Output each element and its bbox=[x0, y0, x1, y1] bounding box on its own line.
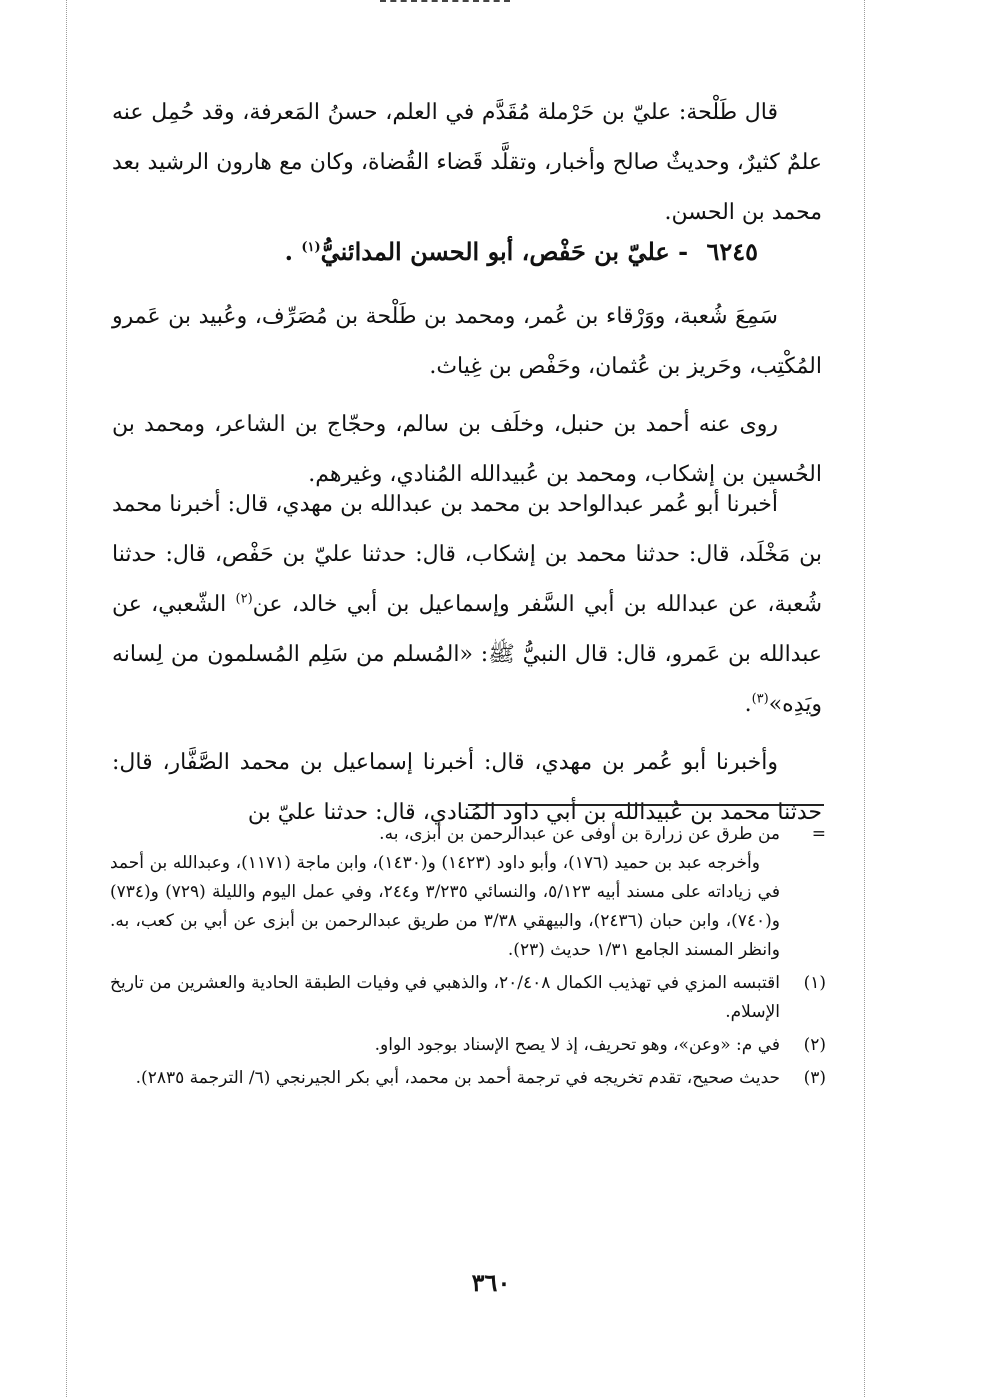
footnote-mark: (٢) bbox=[803, 1035, 826, 1055]
entry-dash: - bbox=[669, 237, 689, 266]
footnote-2 bbox=[110, 1031, 826, 1060]
footnote-ref-2[interactable]: (٢) bbox=[235, 591, 253, 607]
isnad-paragraph-1 bbox=[112, 480, 822, 730]
scan-dotted-margin-right bbox=[864, 0, 865, 1397]
entry-number: ٦٢٤٥ bbox=[706, 237, 758, 266]
footnote-ref-1[interactable]: (١) bbox=[301, 240, 321, 255]
entry-title: عليّ بن حَفْص، أبو الحسن المدائنيُّ bbox=[320, 237, 670, 266]
isnad-1-text-c: . bbox=[744, 692, 752, 717]
opening-paragraph-block bbox=[112, 88, 822, 238]
footnote-divider bbox=[468, 804, 824, 806]
footnotes-section bbox=[110, 820, 826, 1093]
continuation-mark: = bbox=[811, 824, 826, 844]
continuation-body bbox=[110, 820, 780, 965]
footnote-mark: (٣) bbox=[803, 1068, 826, 1088]
teachers-paragraph: سَمِعَ شُعبة، ووَرْقاء بن عُمر، ومحمد بن طَلْحة بن مُصَرِّف، وعُبيد بن عَمرو المُكْتِب، وحَريز بن عُثمان، وحَفْص بن غِياث. bbox=[112, 304, 822, 379]
isnad-1-text-a: أخبرنا أبو عُمر عبدالواحد بن محمد بن عبدالله بن مهدي، قال: أخبرنا محمد بن مَخْلَد، قال: حدثنا محمد بن إشكاب، قال: حدثنا عليّ بن حَفْص، قال: حدثنا شُعبة، عن عبدالله بن أبي السَّفر وإسماعيل بن أبي خالد، عن bbox=[112, 492, 823, 617]
footnote-text: في م: «وعن»، وهو تحريف، إذ لا يصح الإسناد بوجود الواو. bbox=[374, 1035, 780, 1055]
footnote-1 bbox=[110, 969, 826, 1027]
footnote-3 bbox=[110, 1064, 826, 1093]
students-paragraph: روى عنه أحمد بن حنبل، وخلَف بن سالم، وحجّاج بن الشاعر، ومحمد بن الحُسين بن إشكاب، ومحمد بن عُبيدالله المُنادي، وغيرهم. bbox=[112, 412, 822, 487]
continuation-line: من طرق عن زرارة بن أوفى عن عبدالرحمن بن أبزى، به. bbox=[379, 824, 780, 844]
continuation-line: وأخرجه عبد بن حميد (١٧٦)، وأبو داود (١٤٢٣) و(١٤٣٠)، وابن ماجة (١١٧١)، وعبدالله بن أحمد في زياداته على مسند أبيه ٥/١٢٣، والنسائي ٣/٢٣٥ و٢٤٤، وفي عمل اليوم والليلة (٧٢٩) و(٧٣٤) و(٧٤٠)، وابن حبان (٢٤٣٦)، والبيهقي ٣/٣٨ من طريق عبدالرحمن بن أبزى عن أبي بن كعب، به. وانظر المسند الجامع ١/٣١ حديث (٢٣). bbox=[110, 853, 780, 960]
footnote-text: حديث صحيح، تقدم تخريجه في ترجمة أحمد بن محمد، أبي بكر الجيرنجي (٦/ الترجمة ٢٨٣٥). bbox=[135, 1068, 780, 1088]
entry-title-end: . bbox=[284, 237, 294, 266]
footnote-mark: (١) bbox=[803, 973, 826, 993]
isnad-1-text-b: الشّعبي، عن عبدالله بن عَمرو، قال: قال النبيُّ ﷺ: «المُسلم من سَلِم المُسلمون من لِسانه ويَدِه» bbox=[112, 592, 822, 717]
footnote-text: اقتبسه المزي في تهذيب الكمال ٢٠/٤٠٨، والذهبي في وفيات الطبقة الحادية والعشرين من تاريخ الإسلام. bbox=[110, 973, 781, 1022]
footnote-ref-3[interactable]: (٣) bbox=[751, 691, 769, 707]
page-number: ٣٦٠ bbox=[471, 1268, 511, 1297]
scan-dotted-margin-left bbox=[66, 0, 67, 1397]
isnad-block bbox=[112, 480, 822, 838]
footnote-continuation bbox=[110, 820, 826, 965]
scan-top-marks bbox=[380, 0, 510, 8]
entry-heading bbox=[112, 228, 822, 276]
opening-paragraph: قال طَلْحة: عليّ بن حَرْملة مُقَدَّم في العلم، حسنُ المَعرفة، وقد حُمِل عنه علمٌ كثيرٌ، وحديثٌ صالح وأخبار، وتقلَّد قَضاء القُضاة، وكان مع هارون الرشيد بعد محمد بن الحسن. bbox=[112, 100, 822, 225]
entry-body bbox=[112, 292, 822, 500]
isnad-paragraph-2: وأخبرنا أبو عُمر بن مهدي، قال: أخبرنا إسماعيل بن محمد الصَّفَّار، قال: حدثنا محمد بن عُبيدالله بن أبي داود المُنادي، قال: حدثنا عليّ بن bbox=[112, 750, 822, 825]
